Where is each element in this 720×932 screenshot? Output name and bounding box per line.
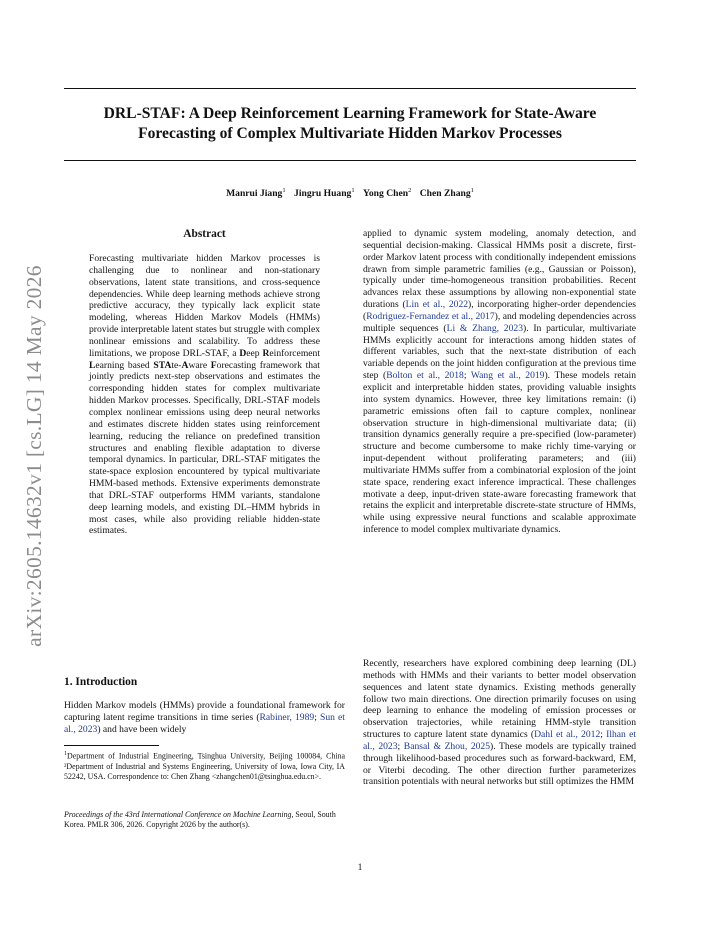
citation-link[interactable]: Rodriguez-Fernandez et al., 2017 bbox=[366, 310, 495, 322]
intro-paragraph-right-2: Recently, researchers have explored combining deep learning (DL) methods with HMMs and their variants to better model observation sequences and latent state dynamics. Existing methods generally follow two main directions. One direction primarily focuses on using deep learning to enhance the modeling of emission processes or observation trajectories, while retaining HMM-style transition structures to capture latent state dynamics (Dahl et al., 2012; Ilhan et al., 2023; Bansal & Zhou, 2025). These models are typically trained through likelihood-based procedures such as forward-backward, EM, or Viterbi decoding. The other direction further parameterizes transition potentials with neural networks but still optimizes the HMM bbox=[363, 658, 637, 788]
proceedings-note: Proceedings of the 43rd International Conference on Machine Learning, Seoul, South Korea. PMLR 306, 2026. Copyright 2026 by the author(s). bbox=[64, 810, 336, 829]
intro-paragraph: Hidden Markov models (HMMs) provide a foundational framework for capturing latent regime transitions in time series (Rabiner, 1989; Sun et al., 2023) and have been widely bbox=[64, 700, 345, 735]
top-rule bbox=[64, 88, 636, 89]
intro-paragraph-right-1: applied to dynamic system modeling, anomaly detection, and sequential decision-making. Classical HMMs posit a discrete, first-order Markov latent process with conditionally independent emissions drawn from simple parametric families (e.g., Gaussian or Poisson), typically under time-homogeneous transition probabilities. Recent advances relax these assumptions by allowing non-exponential state durations (Lin et al., 2022), incorporating higher-order dependencies (Rodriguez-Fernandez et al., 2017), and modeling dependencies across multiple sequences (Li & Zhang, 2023). In particular, multivariate HMMs explicitly account for interactions among hidden states of different variables, such that the next-state distribution of each variable depends on the joint hidden configuration at the previous time step (Bolton et al., 2018; Wang et al., 2019). These models retain explicit and interpretable hidden states, providing valuable insights into system dynamics. However, three key limitations remain: (i) parametric emissions often fail to capture complex, nonlinear observation structure in high-dimensional multivariate data; (ii) transition dynamics generally require a pre-specified (low-parameter) structure and become cumbersome to make richly time-varying or input-dependent without proliferating parameters; and (iii) multivariate HMMs suffer from a combinatorial explosion of the joint state space, rendering exact inference impractical. These challenges motivate a deep, input-driven state-aware forecasting framework that retains the explicit and interpretable discrete-state structure of HMMs, while using expressive neural functions and scalable approximate inference to model complex multivariate dynamics. bbox=[363, 228, 637, 536]
arxiv-stamp: arXiv:2605.14632v1 [cs.LG] 14 May 2026 bbox=[22, 265, 46, 647]
affiliation-footnote: $^1$Department of Industrial Engineering, Tsinghua University, Beijing 100084, China ²Department of Industrial and Systems Engineering, University of Iowa, Iowa City, IA 52242, USA. Correspondence to: Chen Zhang <zhangchen01@tsinghua.edu.cn>. bbox=[64, 751, 345, 781]
author: Manrui Jiang$^1$ bbox=[226, 187, 286, 200]
abstract-text: Forecasting multivariate hidden Markov processes is challenging due to nonlinear and non-stationary observations, latent state transitions, and cross-sequence dependencies. While deep learning methods achieve strong predictive accuracy, they typically lack explicit state modeling, whereas Hidden Markov Models (HMMs) provide interpretable latent states but struggle with complex nonlinear emissions and scalability. To address these limitations, we propose DRL-STAF, a Deep Reinforcement Learning based STAte-Aware Forecasting framework that jointly predicts next-step observations and estimates the corresponding hidden states for complex multivariate hidden Markov processes. Specifically, DRL-STAF models complex nonlinear emissions using deep neural networks and estimates discrete hidden states using reinforcement learning, reducing the reliance on predefined transition structures and enabling flexible adaptation to diverse temporal dynamics. In particular, DRL-STAF mitigates the state-space explosion encountered by typical multivariate HMM-based methods. Extensive experiments demonstrate that DRL-STAF outperforms HMM variants, standalone deep learning models, and existing DL–HMM hybrids in most cases, while also providing reliable hidden-state estimates. bbox=[89, 253, 320, 537]
author-list bbox=[64, 187, 636, 199]
title-line-2: Forecasting of Complex Multivariate Hidden Markov Processes bbox=[138, 125, 562, 142]
paper-title bbox=[64, 104, 636, 144]
footnote-rule bbox=[64, 745, 159, 746]
title-line-1: DRL-STAF: A Deep Reinforcement Learning Framework for State-Aware bbox=[103, 105, 597, 122]
page-number: 1 bbox=[357, 862, 363, 873]
citation-link[interactable]: Sun et al., 2023 bbox=[64, 711, 345, 735]
citation-link[interactable]: Lin et al., 2022 bbox=[405, 299, 469, 311]
citation-link[interactable]: Bolton et al., 2018 bbox=[386, 370, 464, 382]
citation-link[interactable]: Rabiner, 1989 bbox=[259, 711, 315, 723]
author: Chen Zhang$^1$ bbox=[419, 187, 474, 200]
citation-link[interactable]: Dahl et al., 2012 bbox=[534, 729, 601, 741]
citation-link[interactable]: Wang et al., 2019 bbox=[470, 370, 545, 382]
title-bottom-rule bbox=[64, 160, 636, 161]
author: Yong Chen$^2$ bbox=[363, 187, 412, 200]
citation-link[interactable]: Ilhan et al., 2023 bbox=[363, 729, 636, 752]
citation-link[interactable]: Li & Zhang, 2023 bbox=[446, 322, 523, 334]
author: Jingru Huang$^1$ bbox=[294, 187, 355, 200]
citation-link[interactable]: Bansal & Zhou, 2025 bbox=[403, 740, 491, 752]
section-heading-introduction: 1. Introduction bbox=[64, 676, 138, 688]
abstract-heading: Abstract bbox=[183, 228, 226, 240]
